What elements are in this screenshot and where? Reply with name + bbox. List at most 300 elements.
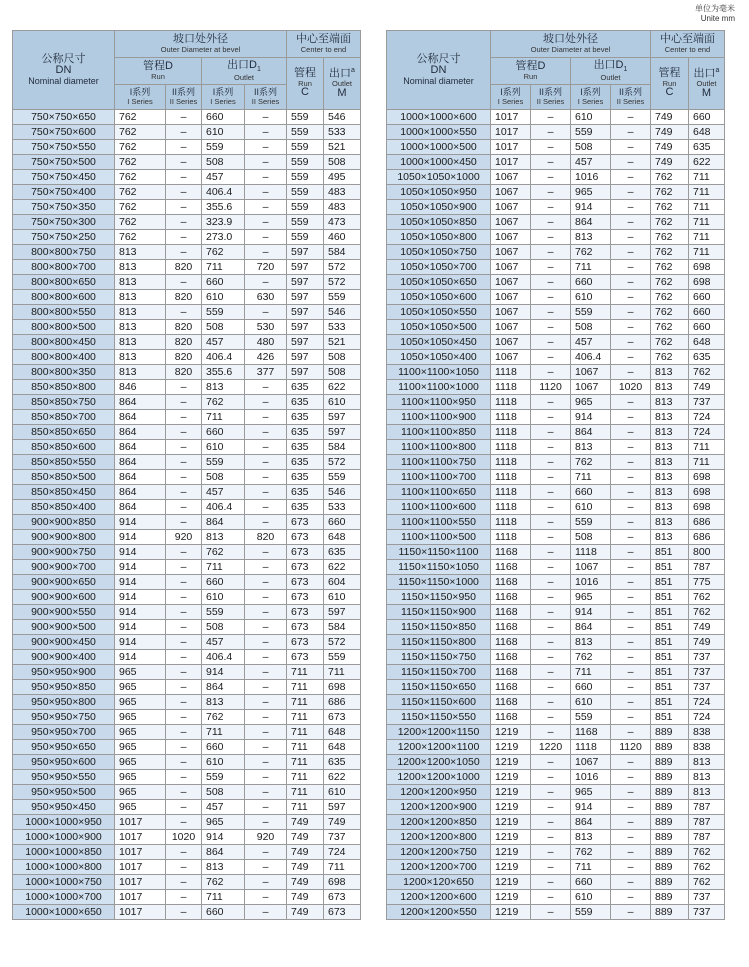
run-series-1-cell: 1168 <box>491 560 531 575</box>
outlet-series-2-cell: – <box>611 635 651 650</box>
outlet-series-1-cell: 406.4 <box>202 650 245 665</box>
center-c-cell: 762 <box>651 185 689 200</box>
outlet-series-2-cell: – <box>611 440 651 455</box>
table-row <box>13 260 361 275</box>
center-c-cell: 889 <box>651 755 689 770</box>
run-series-2-cell: – <box>166 230 202 245</box>
outlet-series-2-cell: – <box>245 695 287 710</box>
table-row <box>13 875 361 890</box>
center-m-cell: 762 <box>689 860 725 875</box>
outlet-series-2-cell: – <box>611 200 651 215</box>
center-m-cell: 473 <box>324 215 361 230</box>
outlet-series-2-cell: – <box>245 860 287 875</box>
run-series-1-cell: 864 <box>115 425 166 440</box>
center-c-cell: 889 <box>651 770 689 785</box>
outlet-series-2-cell: – <box>611 800 651 815</box>
table-row <box>387 455 725 470</box>
run-series-1-cell: 1118 <box>491 410 531 425</box>
outlet-series-2-cell: – <box>611 290 651 305</box>
center-m-cell: 711 <box>324 665 361 680</box>
center-c-cell: 711 <box>287 770 324 785</box>
outlet-series-1-cell: 762 <box>202 245 245 260</box>
center-m-cell: 698 <box>689 500 725 515</box>
run-series-2-cell: – <box>531 620 571 635</box>
run-header: 管程D Run <box>115 58 202 85</box>
center-c-cell: 559 <box>287 215 324 230</box>
outlet-series-1-cell: 864 <box>202 680 245 695</box>
center-c-cell: 813 <box>651 485 689 500</box>
table-row <box>13 320 361 335</box>
table-row <box>387 200 725 215</box>
run-series-2-cell: 1120 <box>531 380 571 395</box>
outlet-series-2-cell: – <box>611 230 651 245</box>
dn-cell: 850×850×700 <box>13 410 115 425</box>
table-row <box>13 860 361 875</box>
run-series-2-cell: – <box>531 185 571 200</box>
run-series-2-cell: – <box>166 740 202 755</box>
center-c-cell: 559 <box>287 110 324 125</box>
dn-cell: 950×950×450 <box>13 800 115 815</box>
run-series-1-cell: 1168 <box>491 620 531 635</box>
center-m-cell: 787 <box>689 800 725 815</box>
center-c-cell: 559 <box>287 125 324 140</box>
run-series-1-cell: 914 <box>115 515 166 530</box>
run-series-1-cell: 1118 <box>491 380 531 395</box>
run-series-1-cell: 1067 <box>491 335 531 350</box>
outlet-series-1-cell: 914 <box>571 800 611 815</box>
outlet-m-header: 出口$^a$ Outlet M <box>324 58 361 110</box>
run-series-1-cell: 1118 <box>491 455 531 470</box>
table-row <box>387 545 725 560</box>
center-c-cell: 559 <box>287 200 324 215</box>
center-c-cell: 711 <box>287 725 324 740</box>
outlet-series-2-cell: 720 <box>245 260 287 275</box>
center-to-end-header: 中心至端面 Center to end <box>287 31 361 58</box>
run-series-1-cell: 1168 <box>491 650 531 665</box>
run-series-2-cell: 820 <box>166 335 202 350</box>
outlet-series-1-cell: 762 <box>571 245 611 260</box>
run-series-1-cell: 813 <box>115 245 166 260</box>
run-series-2-cell: – <box>166 680 202 695</box>
run-series-2-cell: – <box>531 635 571 650</box>
outlet-series-2-cell: – <box>245 575 287 590</box>
dn-cell: 1000×1000×450 <box>387 155 491 170</box>
dn-cell: 950×950×550 <box>13 770 115 785</box>
table-row <box>387 650 725 665</box>
dn-cell: 800×800×700 <box>13 260 115 275</box>
center-c-cell: 762 <box>651 305 689 320</box>
outlet-header: 出口$D_1$ Outlet <box>202 58 287 85</box>
run-series-1-cell: 1017 <box>115 860 166 875</box>
outlet-series-1-cell: 559 <box>571 305 611 320</box>
center-m-cell: 724 <box>689 695 725 710</box>
outlet-series-2-cell: – <box>245 425 287 440</box>
center-c-cell: 635 <box>287 395 324 410</box>
run-series-1-cell: 1017 <box>115 815 166 830</box>
table-row <box>13 410 361 425</box>
center-m-cell: 838 <box>689 740 725 755</box>
table-row <box>13 515 361 530</box>
outlet-series-2-cell: 530 <box>245 320 287 335</box>
outlet-series-1-cell: 965 <box>571 185 611 200</box>
run-series-2-cell: – <box>166 185 202 200</box>
run-series-1-cell: 1017 <box>491 110 531 125</box>
run-series-1-cell: 813 <box>115 350 166 365</box>
run-series-2-cell: – <box>531 440 571 455</box>
outlet-series-2-cell: – <box>245 740 287 755</box>
run-series-2-header: II系列 II Series <box>166 85 202 110</box>
outlet-series-2-cell: – <box>611 185 651 200</box>
run-series-2-cell: – <box>531 875 571 890</box>
center-m-cell: 660 <box>689 290 725 305</box>
run-series-1-cell: 914 <box>115 530 166 545</box>
center-m-cell: 711 <box>689 245 725 260</box>
run-series-2-cell: – <box>531 695 571 710</box>
center-m-cell: 787 <box>689 560 725 575</box>
center-m-cell: 711 <box>689 215 725 230</box>
run-series-2-cell: – <box>531 605 571 620</box>
table-row <box>387 800 725 815</box>
run-series-2-cell: – <box>531 755 571 770</box>
center-c-cell: 673 <box>287 575 324 590</box>
outlet-header: 出口$D_1$ Outlet <box>571 58 651 85</box>
dn-cell: 1050×1050×850 <box>387 215 491 230</box>
table-row <box>387 590 725 605</box>
outlet-series-2-cell: – <box>611 815 651 830</box>
run-series-2-cell: – <box>166 410 202 425</box>
center-c-cell: 851 <box>651 575 689 590</box>
outlet-series-1-cell: 1168 <box>571 725 611 740</box>
outlet-series-1-cell: 457 <box>202 485 245 500</box>
dn-cell: 1200×1200×950 <box>387 785 491 800</box>
table-row <box>13 800 361 815</box>
outlet-series-1-cell: 762 <box>202 395 245 410</box>
dn-cell: 850×850×450 <box>13 485 115 500</box>
run-series-2-cell: – <box>531 815 571 830</box>
run-series-2-cell: – <box>531 710 571 725</box>
table-row <box>13 590 361 605</box>
outlet-series-1-cell: 508 <box>202 155 245 170</box>
table-row <box>13 785 361 800</box>
table-row <box>13 710 361 725</box>
center-c-cell: 851 <box>651 650 689 665</box>
center-c-cell: 889 <box>651 725 689 740</box>
run-series-1-header: I系列 I Series <box>491 85 531 110</box>
center-m-cell: 622 <box>324 380 361 395</box>
run-series-1-cell: 1219 <box>491 755 531 770</box>
center-m-cell: 648 <box>324 725 361 740</box>
table-row <box>387 785 725 800</box>
run-series-1-cell: 965 <box>115 725 166 740</box>
table-row <box>387 680 725 695</box>
table-row <box>13 500 361 515</box>
outlet-series-2-cell: – <box>611 770 651 785</box>
table-row <box>387 230 725 245</box>
outlet-series-2-cell: – <box>245 185 287 200</box>
run-series-2-cell: – <box>531 530 571 545</box>
table-row <box>387 275 725 290</box>
dn-cell: 900×900×600 <box>13 590 115 605</box>
center-c-cell: 749 <box>651 155 689 170</box>
run-series-1-cell: 1118 <box>491 485 531 500</box>
run-series-2-cell: – <box>166 140 202 155</box>
center-c-cell: 635 <box>287 410 324 425</box>
table-row <box>387 620 725 635</box>
center-m-cell: 737 <box>689 890 725 905</box>
outlet-series-1-cell: 660 <box>571 680 611 695</box>
dn-cell: 1000×1000×800 <box>13 860 115 875</box>
dn-cell: 1000×1000×500 <box>387 140 491 155</box>
center-m-cell: 673 <box>324 905 361 920</box>
dn-cell: 1100×1100×600 <box>387 500 491 515</box>
dn-cell: 900×900×850 <box>13 515 115 530</box>
outlet-series-2-cell: – <box>611 245 651 260</box>
center-c-cell: 597 <box>287 320 324 335</box>
table-row <box>13 755 361 770</box>
table-row <box>13 110 361 125</box>
run-series-1-cell: 813 <box>115 335 166 350</box>
center-m-cell: 572 <box>324 260 361 275</box>
run-series-2-cell: – <box>166 455 202 470</box>
center-c-cell: 762 <box>651 350 689 365</box>
outlet-series-2-cell: – <box>245 590 287 605</box>
run-series-1-cell: 965 <box>115 680 166 695</box>
outlet-series-1-cell: 457 <box>202 635 245 650</box>
outlet-series-2-cell: – <box>611 125 651 140</box>
run-series-1-cell: 1017 <box>115 830 166 845</box>
run-series-2-cell: – <box>166 800 202 815</box>
run-series-2-cell: – <box>166 380 202 395</box>
run-series-2-cell: – <box>166 815 202 830</box>
outlet-series-1-cell: 559 <box>202 140 245 155</box>
dn-cell: 900×900×700 <box>13 560 115 575</box>
center-c-cell: 889 <box>651 905 689 920</box>
run-series-1-cell: 914 <box>115 560 166 575</box>
run-series-1-cell: 813 <box>115 290 166 305</box>
center-m-cell: 749 <box>689 380 725 395</box>
run-series-2-cell: – <box>531 110 571 125</box>
center-m-cell: 698 <box>324 680 361 695</box>
center-c-cell: 762 <box>651 275 689 290</box>
center-m-cell: 584 <box>324 440 361 455</box>
outlet-series-2-cell: – <box>245 455 287 470</box>
outlet-series-2-cell: – <box>611 755 651 770</box>
center-m-cell: 508 <box>324 350 361 365</box>
center-c-cell: 851 <box>651 605 689 620</box>
run-series-1-cell: 762 <box>115 215 166 230</box>
table-row <box>13 290 361 305</box>
run-series-2-cell: – <box>166 845 202 860</box>
outlet-series-2-cell: – <box>611 785 651 800</box>
dn-cell: 1150×1150×650 <box>387 680 491 695</box>
run-series-1-cell: 1168 <box>491 665 531 680</box>
outlet-series-2-cell: – <box>245 545 287 560</box>
run-series-1-cell: 864 <box>115 455 166 470</box>
dn-cell: 950×950×500 <box>13 785 115 800</box>
outlet-series-1-cell: 457 <box>571 155 611 170</box>
run-series-1-cell: 1067 <box>491 170 531 185</box>
outlet-series-1-cell: 813 <box>571 830 611 845</box>
center-m-cell: 698 <box>689 470 725 485</box>
run-series-2-cell: – <box>531 680 571 695</box>
table-row <box>13 185 361 200</box>
outlet-series-2-cell: – <box>245 515 287 530</box>
outlet-series-1-cell: 864 <box>571 620 611 635</box>
center-c-cell: 711 <box>287 785 324 800</box>
outlet-series-2-cell: 480 <box>245 335 287 350</box>
center-c-cell: 889 <box>651 890 689 905</box>
outlet-series-1-cell: 711 <box>202 410 245 425</box>
dn-cell: 750×750×400 <box>13 185 115 200</box>
center-c-cell: 597 <box>287 245 324 260</box>
outlet-series-1-cell: 559 <box>202 605 245 620</box>
center-m-cell: 749 <box>689 635 725 650</box>
run-header: 管程D Run <box>491 58 571 85</box>
outlet-series-2-cell: – <box>611 140 651 155</box>
outlet-series-2-cell: – <box>611 695 651 710</box>
table-row <box>387 305 725 320</box>
center-c-cell: 711 <box>287 740 324 755</box>
table-row <box>387 470 725 485</box>
table-row <box>13 605 361 620</box>
center-c-cell: 762 <box>651 290 689 305</box>
run-series-1-cell: 914 <box>115 650 166 665</box>
dn-cell: 750×750×250 <box>13 230 115 245</box>
table-row <box>13 815 361 830</box>
run-series-2-cell: – <box>166 170 202 185</box>
left-dimension-table <box>12 30 361 920</box>
run-series-2-cell: – <box>166 605 202 620</box>
center-c-cell: 749 <box>287 815 324 830</box>
run-series-2-cell: – <box>166 545 202 560</box>
center-m-cell: 749 <box>689 620 725 635</box>
run-series-1-cell: 1219 <box>491 875 531 890</box>
table-row <box>13 215 361 230</box>
center-m-cell: 724 <box>324 845 361 860</box>
dn-cell: 900×900×800 <box>13 530 115 545</box>
center-c-cell: 762 <box>651 260 689 275</box>
dn-cell: 850×850×550 <box>13 455 115 470</box>
table-row <box>387 755 725 770</box>
center-m-cell: 597 <box>324 425 361 440</box>
dn-cell: 900×900×750 <box>13 545 115 560</box>
run-series-1-cell: 864 <box>115 395 166 410</box>
outlet-series-1-cell: 864 <box>202 515 245 530</box>
run-series-2-cell: – <box>166 110 202 125</box>
dn-cell: 1050×1050×750 <box>387 245 491 260</box>
dn-cell: 900×900×450 <box>13 635 115 650</box>
outlet-series-1-cell: 660 <box>202 275 245 290</box>
table-row <box>387 320 725 335</box>
dn-cell: 1050×1050×550 <box>387 305 491 320</box>
dn-cell: 1100×1100×700 <box>387 470 491 485</box>
run-series-1-cell: 914 <box>115 605 166 620</box>
center-m-cell: 737 <box>689 905 725 920</box>
dn-cell: 1050×1050×650 <box>387 275 491 290</box>
run-series-2-cell: – <box>166 725 202 740</box>
outlet-series-1-cell: 711 <box>571 860 611 875</box>
outlet-series-1-cell: 508 <box>202 320 245 335</box>
run-series-2-cell: – <box>531 905 571 920</box>
outlet-series-1-cell: 813 <box>202 530 245 545</box>
run-series-1-cell: 1168 <box>491 575 531 590</box>
center-c-cell: 711 <box>287 665 324 680</box>
center-c-cell: 559 <box>287 170 324 185</box>
run-series-2-cell: – <box>166 875 202 890</box>
dn-cell: 850×850×600 <box>13 440 115 455</box>
outlet-series-2-cell: – <box>611 335 651 350</box>
dn-cell: 1100×1100×950 <box>387 395 491 410</box>
dn-cell: 1100×1100×900 <box>387 410 491 425</box>
run-series-2-cell: – <box>166 770 202 785</box>
outlet-series-2-cell: – <box>245 155 287 170</box>
center-m-cell: 648 <box>689 335 725 350</box>
table-row <box>387 770 725 785</box>
run-series-1-cell: 813 <box>115 365 166 380</box>
outlet-series-2-cell: – <box>245 110 287 125</box>
table-row <box>13 305 361 320</box>
run-series-2-cell: – <box>531 410 571 425</box>
table-row <box>13 140 361 155</box>
table-row <box>13 830 361 845</box>
outlet-series-2-cell: – <box>611 320 651 335</box>
center-m-cell: 711 <box>689 200 725 215</box>
run-series-2-cell: 920 <box>166 530 202 545</box>
run-series-2-cell: – <box>531 215 571 230</box>
center-c-cell: 749 <box>287 860 324 875</box>
outlet-series-1-cell: 1118 <box>571 545 611 560</box>
outlet-series-2-cell: – <box>611 395 651 410</box>
run-series-1-cell: 1168 <box>491 605 531 620</box>
table-row <box>13 905 361 920</box>
dn-cell: 1200×1200×800 <box>387 830 491 845</box>
run-series-2-cell: – <box>531 725 571 740</box>
outlet-series-1-cell: 457 <box>202 800 245 815</box>
center-c-cell: 889 <box>651 830 689 845</box>
outlet-series-1-cell: 813 <box>571 635 611 650</box>
run-series-2-cell: – <box>531 245 571 260</box>
outlet-series-2-cell: – <box>245 605 287 620</box>
outlet-series-1-cell: 813 <box>202 695 245 710</box>
dn-cell: 750×750×300 <box>13 215 115 230</box>
center-m-cell: 648 <box>324 740 361 755</box>
dn-cell: 800×800×650 <box>13 275 115 290</box>
dn-cell: 1100×1100×650 <box>387 485 491 500</box>
table-row <box>13 560 361 575</box>
table-row <box>13 170 361 185</box>
run-series-2-cell: 820 <box>166 290 202 305</box>
center-c-cell: 851 <box>651 695 689 710</box>
run-series-2-cell: – <box>166 755 202 770</box>
run-series-1-cell: 914 <box>115 620 166 635</box>
center-m-cell: 749 <box>324 815 361 830</box>
dn-cell: 1200×1200×550 <box>387 905 491 920</box>
run-series-1-cell: 864 <box>115 440 166 455</box>
outlet-series-2-cell: – <box>611 860 651 875</box>
outlet-series-1-cell: 762 <box>202 545 245 560</box>
dn-cell: 800×800×450 <box>13 335 115 350</box>
center-c-cell: 813 <box>651 455 689 470</box>
center-m-cell: 597 <box>324 605 361 620</box>
run-series-2-cell: – <box>531 335 571 350</box>
run-series-1-cell: 1168 <box>491 680 531 695</box>
table-row <box>13 395 361 410</box>
run-series-2-cell: – <box>531 320 571 335</box>
outlet-series-1-cell: 508 <box>571 530 611 545</box>
outlet-series-2-cell: – <box>245 680 287 695</box>
dn-cell: 1150×1150×550 <box>387 710 491 725</box>
right-dimension-table <box>386 30 725 920</box>
